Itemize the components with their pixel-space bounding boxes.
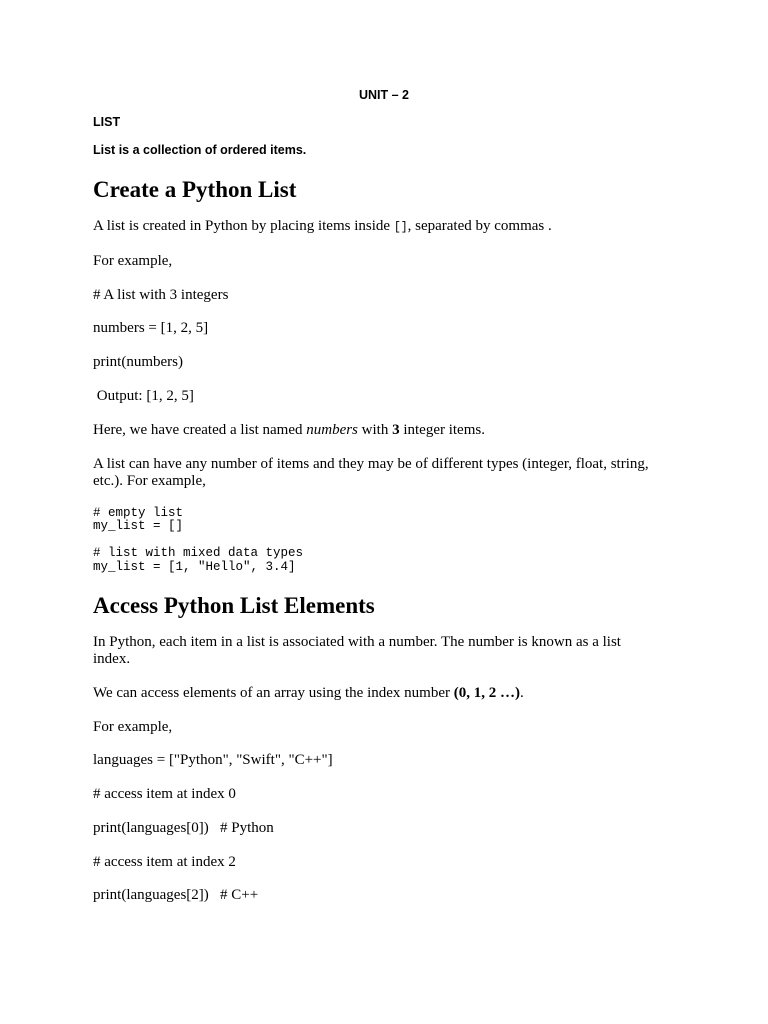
- languages-assign-line: languages = ["Python", "Swift", "C++"]: [93, 752, 333, 768]
- types-paragraph-line2: etc.). For example,: [93, 473, 206, 489]
- print-index0-line: print(languages[0]) # Python: [93, 820, 274, 836]
- comment-index2-line: # access item at index 2: [93, 854, 236, 870]
- here-paragraph: [93, 423, 485, 438]
- code-assign-line: numbers = [1, 2, 5]: [93, 320, 209, 336]
- comment-index0-line: # access item at index 0: [93, 786, 236, 802]
- code-block-line: # empty list: [93, 506, 184, 520]
- code-comment-line: # A list with 3 integers: [93, 287, 229, 303]
- access-prefix: We can access elements of an array using the index number: [93, 685, 454, 701]
- access-suffix: .: [519, 685, 524, 701]
- code-print-line: print(numbers): [93, 354, 183, 370]
- unit-title: UNIT – 2: [359, 88, 410, 102]
- brackets-code: []: [393, 221, 408, 234]
- here-italic: numbers: [306, 422, 358, 438]
- output-line: Output: [1, 2, 5]: [93, 388, 194, 404]
- code-block-line: # list with mixed data types: [93, 546, 304, 560]
- access-bold: (0, 1, 2 …): [453, 685, 520, 701]
- for-example-label: For example,: [93, 253, 173, 269]
- here-prefix: Here, we have created a list named: [93, 422, 307, 438]
- here-mid: with: [357, 422, 393, 438]
- intro-paragraph: [93, 219, 552, 234]
- access-paragraph: [93, 686, 524, 701]
- code-block-line: my_list = [1, "Hello", 3.4]: [93, 560, 296, 574]
- for-example-label: For example,: [93, 719, 173, 735]
- definition-text: List is a collection of ordered items.: [93, 143, 307, 157]
- intro-text-after: , separated by commas .: [407, 218, 552, 234]
- index-paragraph-line2: index.: [93, 651, 131, 667]
- types-paragraph-line1: A list can have any number of items and they may be of different types (integer, float, string,: [93, 456, 649, 472]
- topic-label: LIST: [93, 115, 121, 129]
- intro-text-before: A list is created in Python by placing items inside: [93, 218, 394, 234]
- here-bold: 3: [392, 422, 400, 438]
- section-heading-access-elements: Access Python List Elements: [93, 593, 375, 618]
- section-heading-create-list: Create a Python List: [93, 177, 297, 202]
- code-block-line: my_list = []: [93, 519, 184, 533]
- here-suffix: integer items.: [399, 422, 485, 438]
- print-index2-line: print(languages[2]) # C++: [93, 887, 259, 903]
- index-paragraph-line1: In Python, each item in a list is associated with a number. The number is known as a list: [93, 634, 621, 650]
